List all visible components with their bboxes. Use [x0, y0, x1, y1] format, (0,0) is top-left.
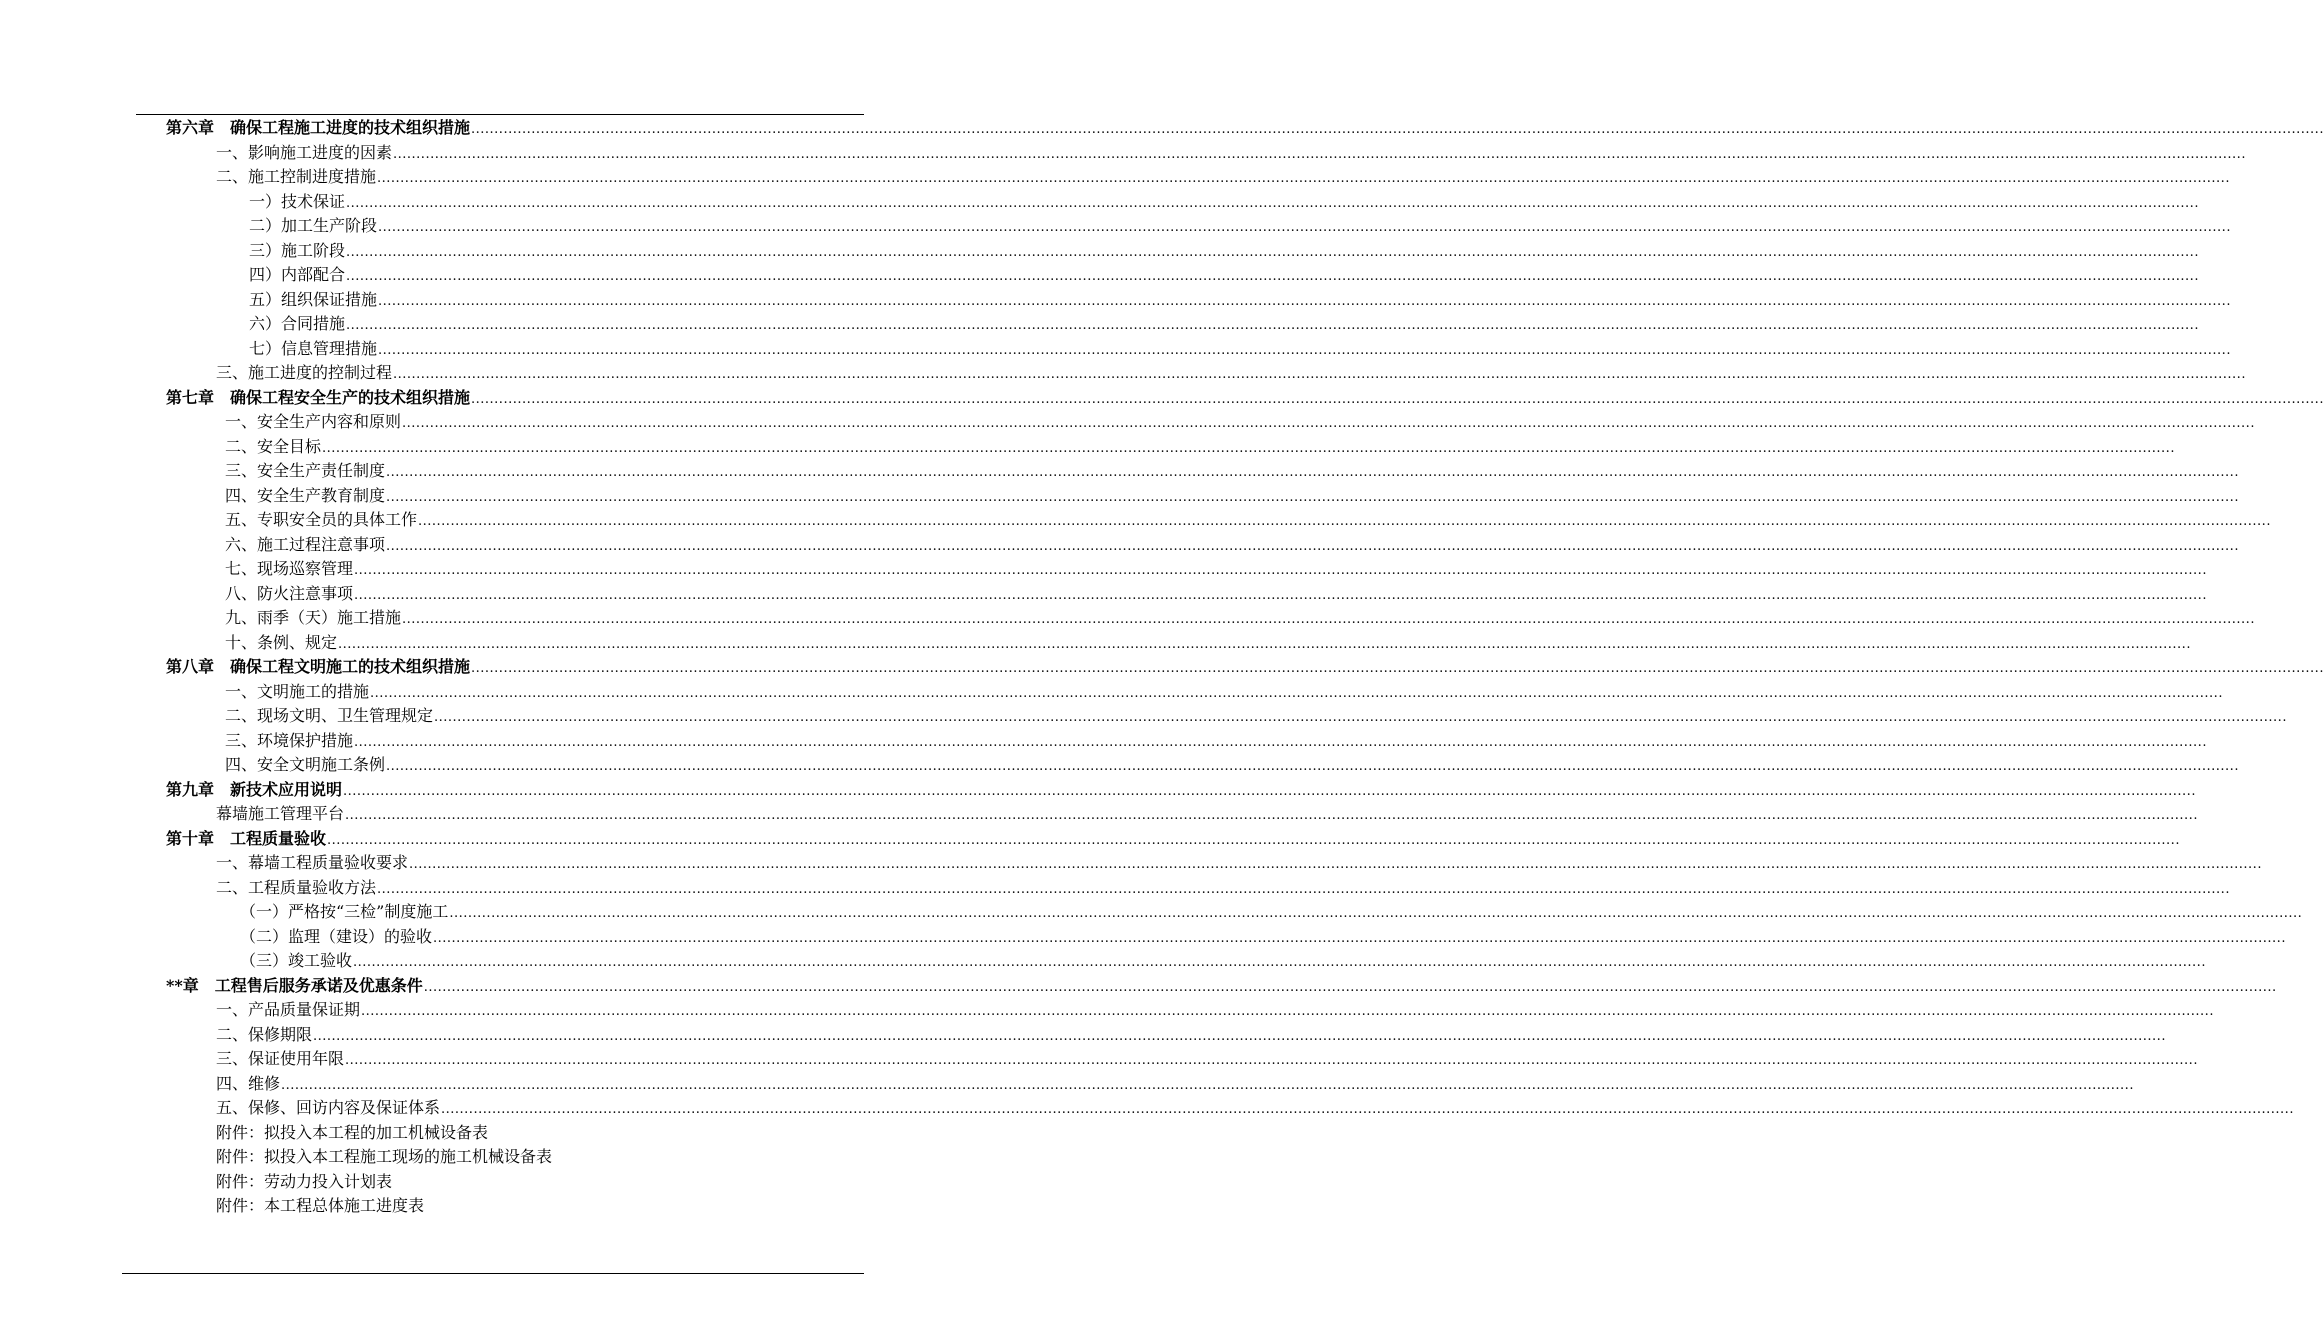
dot-leader: ................................................................................................................................................................................................................................................................................................................................................................................................................: [354, 587, 2207, 603]
toc-entry-title: 三、保证使用年限: [216, 1049, 345, 1068]
toc-chapter-entry[interactable]: [166, 778, 2196, 802]
dot-leader: ................................................................................................................................................................................................................................................................................................................................................................................................................: [354, 734, 2207, 750]
dot-leader: ................................................................................................................................................................................................................................................................................................................................................................................................................: [423, 979, 2277, 995]
toc-entry-title: 幕墙施工管理平台: [216, 804, 345, 823]
dot-leader: ................................................................................................................................................................................................................................................................................................................................................................................................................: [354, 563, 2207, 578]
toc-entry-title: 第八章 确保工程文明施工的技术组织措施: [166, 657, 471, 676]
toc-entry[interactable]: [216, 165, 2230, 189]
toc-entry-title: 二、现场文明、卫生管理规定: [225, 706, 434, 725]
dot-leader: ................................................................................................................................................................................................................................................................................................................................................................................................................: [345, 1053, 2198, 1068]
toc-entry[interactable]: [216, 998, 2214, 1022]
toc-entry-title: 三）施工阶段: [249, 240, 346, 260]
dot-leader: ................................................................................................................................................................................................................................................................................................................................................................................................................: [343, 783, 2196, 799]
dot-leader: ................................................................................................................................................................................................................................................................................................................................................................................................................: [327, 832, 2180, 848]
toc-entry-title: 一、产品质量保证期: [216, 1000, 361, 1019]
toc-entry[interactable]: [249, 239, 2199, 263]
dot-leader: ................................................................................................................................................................................................................................................................................................................................................................................................................: [377, 171, 2230, 186]
dot-leader: ................................................................................................................................................................................................................................................................................................................................................................................................................: [378, 220, 2231, 235]
toc-entry-title: 一、安全生产内容和原则: [225, 412, 402, 431]
dot-leader: ................................................................................................................................................................................................................................................................................................................................................................................................................: [281, 1077, 2134, 1093]
toc-entry-title: （二）监理（建设）的验收: [240, 926, 433, 946]
toc-entry-title: （三）竣工验收: [240, 951, 353, 970]
dot-leader: ................................................................................................................................................................................................................................................................................................................................................................................................................: [393, 367, 2246, 382]
toc-entry-title: 四、安全生产教育制度: [225, 485, 386, 505]
dot-leader: ................................................................................................................................................................................................................................................................................................................................................................................................................: [346, 195, 2199, 211]
dot-leader: ................................................................................................................................................................................................................................................................................................................................................................................................................: [386, 489, 2239, 505]
toc-entry[interactable]: [249, 312, 2199, 336]
toc-entry[interactable]: [249, 337, 2231, 361]
toc-entry[interactable]: [225, 484, 2239, 508]
toc-entry-title: 第六章 确保工程施工进度的技术组织措施: [166, 118, 471, 137]
toc-entry-title: 五、专职安全员的具体工作: [225, 510, 418, 529]
dot-leader: ................................................................................................................................................................................................................................................................................................................................................................................................................: [386, 465, 2239, 480]
toc-entry[interactable]: [249, 288, 2231, 312]
toc-entry-title: 第十章 工程质量验收: [166, 828, 327, 848]
toc-entry[interactable]: [225, 606, 2255, 630]
toc-entry[interactable]: [216, 851, 2262, 875]
toc-entry-title: 四）内部配合: [249, 265, 346, 284]
dot-leader: ................................................................................................................................................................................................................................................................................................................................................................................................................: [386, 538, 2239, 554]
toc-entry-title: 三、施工进度的控制过程: [216, 363, 393, 382]
toc-entry[interactable]: [216, 802, 2198, 826]
toc-chapter-entry[interactable]: [166, 827, 2180, 851]
dot-leader: ................................................................................................................................................................................................................................................................................................................................................................................................................: [346, 244, 2199, 260]
toc-entry-title: 八、防火注意事项: [225, 583, 354, 603]
toc-entry-title: **章 工程售后服务承诺及优惠条件: [166, 975, 423, 995]
toc-entry[interactable]: [216, 1047, 2198, 1071]
toc-entry-title: 附件：拟投入本工程施工现场的施工机械设备表: [216, 1147, 553, 1166]
toc-entry-title: 四、安全文明施工条例: [225, 755, 386, 774]
toc-entry-title: 六、施工过程注意事项: [225, 534, 386, 554]
toc-entry[interactable]: [249, 190, 2199, 214]
toc-entry-title: 二、安全目标: [225, 436, 322, 456]
toc-entry[interactable]: [216, 361, 2246, 385]
dot-leader: ................................................................................................................................................................................................................................................................................................................................................................................................................: [346, 269, 2199, 284]
dot-leader: ................................................................................................................................................................................................................................................................................................................................................................................................................: [471, 661, 2324, 676]
toc-entry[interactable]: [225, 459, 2239, 483]
dot-leader: ................................................................................................................................................................................................................................................................................................................................................................................................................: [402, 612, 2255, 627]
toc-entry-title: 五）组织保证措施: [249, 289, 378, 309]
toc-entry[interactable]: [216, 876, 2230, 900]
toc-entry-title: 一、影响施工进度的因素: [216, 142, 393, 162]
toc-entry[interactable]: [216, 1121, 488, 1145]
dot-leader: ................................................................................................................................................................................................................................................................................................................................................................................................................: [313, 1028, 2166, 1044]
toc-entry[interactable]: [240, 949, 2206, 973]
toc-chapter-entry[interactable]: [166, 116, 2324, 140]
toc-entry-title: 一、幕墙工程质量验收要求: [216, 853, 409, 872]
dot-leader: ................................................................................................................................................................................................................................................................................................................................................................................................................: [378, 293, 2231, 309]
toc-entry[interactable]: [216, 1023, 2166, 1047]
dot-leader: ................................................................................................................................................................................................................................................................................................................................................................................................................: [322, 440, 2175, 456]
footer-rule: [122, 1273, 864, 1274]
dot-leader: ................................................................................................................................................................................................................................................................................................................................................................................................................: [393, 146, 2246, 162]
dot-leader: ................................................................................................................................................................................................................................................................................................................................................................................................................: [361, 1004, 2214, 1019]
dot-leader: ................................................................................................................................................................................................................................................................................................................................................................................................................: [353, 955, 2206, 970]
toc-entry-title: 七、现场巡察管理: [225, 559, 354, 578]
toc-entry[interactable]: [225, 753, 2239, 777]
toc-entry[interactable]: [240, 925, 2286, 949]
toc-entry-title: 六）合同措施: [249, 314, 346, 333]
toc-entry[interactable]: [225, 557, 2207, 581]
toc-entry-title: 第七章 确保工程安全生产的技术组织措施: [166, 387, 471, 407]
toc-entry[interactable]: [216, 1145, 552, 1169]
toc-entry[interactable]: [225, 410, 2255, 434]
toc-entry-title: 二、工程质量验收方法: [216, 877, 377, 897]
toc-entry[interactable]: [225, 508, 2271, 532]
toc-entry[interactable]: [216, 1072, 2134, 1096]
header-rule: [136, 114, 864, 115]
toc-entry[interactable]: [225, 435, 2175, 459]
toc-entry[interactable]: [249, 214, 2231, 238]
toc-entry[interactable]: [216, 1194, 424, 1218]
toc-entry-title: 五、保修、回访内容及保证体系: [216, 1098, 441, 1117]
dot-leader: ................................................................................................................................................................................................................................................................................................................................................................................................................: [370, 685, 2223, 701]
toc-entry-title: 一）技术保证: [249, 191, 346, 211]
dot-leader: ................................................................................................................................................................................................................................................................................................................................................................................................................: [409, 857, 2262, 872]
dot-leader: ................................................................................................................................................................................................................................................................................................................................................................................................................: [377, 881, 2230, 897]
dot-leader: ................................................................................................................................................................................................................................................................................................................................................................................................................: [338, 636, 2191, 652]
toc-entry[interactable]: [225, 680, 2223, 704]
toc-entry-title: 二、保修期限: [216, 1024, 313, 1044]
dot-leader: ................................................................................................................................................................................................................................................................................................................................................................................................................: [433, 930, 2286, 946]
toc-entry[interactable]: [216, 141, 2246, 165]
toc-entry-title: 附件：劳动力投入计划表: [216, 1171, 393, 1191]
dot-leader: ................................................................................................................................................................................................................................................................................................................................................................................................................: [378, 342, 2231, 358]
toc-entry-title: 三、安全生产责任制度: [225, 461, 386, 480]
toc-entry-title: 二、施工控制进度措施: [216, 167, 377, 186]
toc-entry[interactable]: [225, 631, 2191, 655]
toc-entry-title: 七）信息管理措施: [249, 338, 378, 358]
toc-entry[interactable]: [240, 900, 2303, 924]
toc-chapter-entry[interactable]: [166, 386, 2324, 410]
toc-entry-title: 十、条例、规定: [225, 632, 338, 652]
toc-entry[interactable]: [216, 1096, 2294, 1120]
toc-entry[interactable]: [225, 704, 2287, 728]
dot-leader: ................................................................................................................................................................................................................................................................................................................................................................................................................: [402, 416, 2255, 431]
toc-entry[interactable]: [225, 582, 2207, 606]
dot-leader: ................................................................................................................................................................................................................................................................................................................................................................................................................: [449, 906, 2303, 921]
dot-leader: ................................................................................................................................................................................................................................................................................................................................................................................................................: [345, 808, 2198, 823]
toc-entry-title: 第九章 新技术应用说明: [166, 779, 343, 799]
toc-chapter-entry[interactable]: [166, 974, 2277, 998]
toc-entry[interactable]: [225, 729, 2207, 753]
dot-leader: ................................................................................................................................................................................................................................................................................................................................................................................................................: [441, 1102, 2294, 1117]
toc-entry-title: 二）加工生产阶段: [249, 216, 378, 235]
toc-entry-title: 一、文明施工的措施: [225, 681, 370, 701]
toc-entry-title: 四、维修: [216, 1073, 281, 1093]
toc-entry-title: 九、雨季（天）施工措施: [225, 608, 402, 627]
dot-leader: ................................................................................................................................................................................................................................................................................................................................................................................................................: [471, 122, 2324, 137]
toc-chapter-entry[interactable]: [166, 655, 2324, 679]
toc-entry-title: 附件：本工程总体施工进度表: [216, 1196, 425, 1215]
toc-entry[interactable]: [249, 263, 2199, 287]
dot-leader: ................................................................................................................................................................................................................................................................................................................................................................................................................: [434, 710, 2287, 725]
dot-leader: ................................................................................................................................................................................................................................................................................................................................................................................................................: [346, 318, 2199, 333]
toc-entry[interactable]: [225, 533, 2239, 557]
toc-entry-title: （一）严格按“三检”制度施工: [240, 902, 449, 921]
toc-entry-title: 三、环境保护措施: [225, 730, 354, 750]
dot-leader: ................................................................................................................................................................................................................................................................................................................................................................................................................: [471, 391, 2324, 407]
dot-leader: ................................................................................................................................................................................................................................................................................................................................................................................................................: [386, 759, 2239, 774]
toc-entry-title: 附件：拟投入本工程的加工机械设备表: [216, 1122, 489, 1142]
dot-leader: ................................................................................................................................................................................................................................................................................................................................................................................................................: [418, 514, 2271, 529]
toc-entry[interactable]: [216, 1170, 392, 1194]
